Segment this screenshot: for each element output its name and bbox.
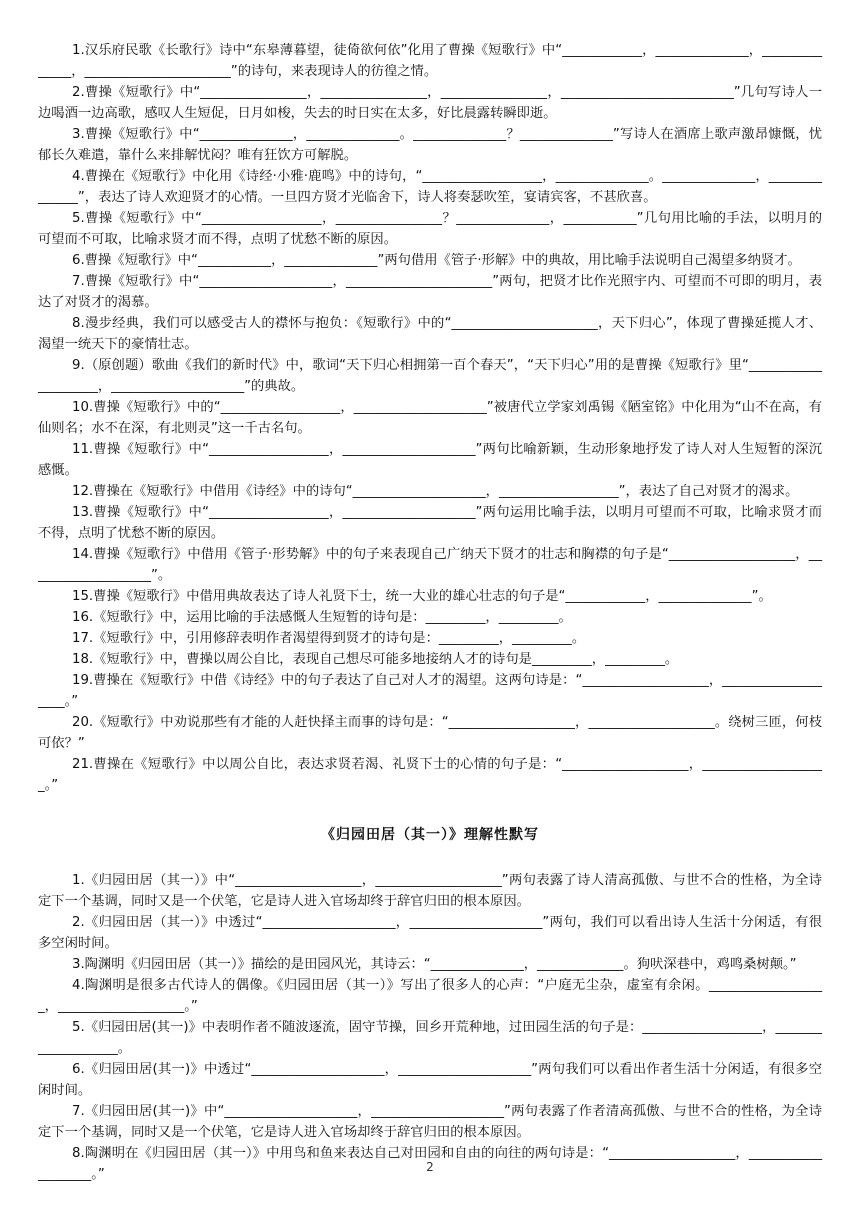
- section-title: 《归园田居（其一）》理解性默写: [321, 827, 539, 843]
- section-gui-yuan-tian-ju: [38, 870, 822, 1185]
- question-item: 3.曹操《短歌行》中“______________，______________。______________？______________”写诗人在酒席上歌声激昂慷慨，忧郁长久难遣，靠什么来排解忧闷？唯有狂饮方可解脱。: [38, 127, 822, 163]
- question-item: 4.曹操在《短歌行》中化用《诗经·小雅·鹿鸣》中的诗句，“__________________，______________。______________，______________”，表达了诗人欢迎贤才的心情。一旦四方贤才光临舍下，诗人将奏瑟吹笙，宴请宾客，不甚欣喜。: [38, 169, 822, 205]
- question-item: 9.（原创题）歌曲《我们的新时代》中，歌词“天下归心相拥第一百个春天”，“天下归心”用的是曹操《短歌行》里“____________________，____________________”的典故。: [38, 358, 822, 394]
- question-item: 8.漫步经典，我们可以感受古人的襟怀与抱负：《短歌行》中的“______________________，天下归心”，体现了曹操延揽人才、渴望一统天下的豪情壮志。: [38, 316, 822, 352]
- question-item: 13.曹操《短歌行》中“__________________，____________________”两句运用比喻手法，以明月可望而不可取，比喻求贤才而不得，点明了忧愁不断的原因。: [38, 505, 822, 541]
- question-item: 18.《短歌行》中，曹操以周公自比，表现自己想尽可能多地接纳人才的诗句是_________，_________。: [72, 652, 679, 667]
- question-item: 5.《归园田居(其一)》中表明作者不随波逐流，固守节操，回乡开荒种地，过田园生活的句子是：__________________，___________________。: [38, 1020, 822, 1056]
- question-item: 15.曹操《短歌行》中借用典故表达了诗人礼贤下士，统一大业的雄心壮志的句子是“____________，______________”。: [72, 589, 772, 604]
- question-item: 7.曹操《短歌行》中“____________________，______________________”两句，把贤才比作光照宇内、可望而不可即的明月，表达了对贤才的渴慕。: [38, 274, 822, 310]
- question-item: 12.曹操在《短歌行》中借用《诗经》中的诗句“____________________，__________________”，表达了自己对贤才的渴求。: [72, 484, 799, 499]
- question-item: 1.《归园田居（其一）》中“___________________，___________________”两句表露了诗人清高孤傲、与世不合的性格，为全诗定下一个基调，同时又是一个伏笔，它是诗人进入官场却终于辞官归田的根本原因。: [38, 873, 822, 909]
- question-item: 10.曹操《短歌行》中的“__________________，____________________”被唐代立学家刘禹锡《陋室铭》中化用为“山不在高，有仙则名；水不在深，有北则灵”这一千古名句。: [38, 400, 822, 436]
- question-item: 7.《归园田居(其一)》中“____________________，____________________”两句表露了作者清高孤傲、与世不合的性格，为全诗定下一个基调，同时又是一个伏笔，它是诗人进入官场却终于辞官归田的根本原因。: [38, 1104, 822, 1140]
- document-page: [38, 40, 822, 1185]
- question-item: 5.曹操《短歌行》中“__________________，________________？______________，___________”几句用比喻的手法，以明月的可望而不可取，比喻求贤才而不得，点明了忧愁不断的原因。: [38, 211, 822, 247]
- question-item: 19.曹操在《短歌行》中借《诗经》中的句子表达了自己对人才的渴望。这两句诗是：“___________________，___________________。”: [38, 673, 822, 709]
- question-item: 8.陶渊明在《归园田居（其一）》中用鸟和鱼来表达自己对田园和自由的向往的两句诗是：“___________________，___________________。”: [38, 1146, 822, 1182]
- section-duan-ge-xing: [38, 40, 822, 796]
- question-item: 21.曹操在《短歌行》中以周公自比，表达求贤若渴、礼贤下士的心情的句子是：“___________________，___________________。”: [38, 757, 822, 793]
- question-item: 11.曹操《短歌行》中“__________________，____________________”两句比喻新颖，生动形象地抒发了诗人对人生短暂的深沉感慨。: [38, 442, 822, 478]
- question-item: 3.陶渊明《归园田居（其一）》描绘的是田园风光，其诗云：“______________，_____________。狗吠深巷中，鸡鸣桑树颠。”: [72, 957, 797, 972]
- question-item: 6.曹操《短歌行》中“___________，______________”两句借用《管子·形解》中的典故，用比喻手法说明自己渴望多纳贤才。: [72, 253, 801, 268]
- question-item: 6.《归园田居(其一)》中透过“____________________，____________________”两句我们可以看出作者生活十分闲适，有很多空闲时间。: [38, 1062, 822, 1098]
- question-item: 14.曹操《短歌行》中借用《管子·形势解》中的句子来表现自己广纳天下贤才的壮志和胸襟的句子是“___________________，___________________”。: [38, 547, 822, 583]
- question-item: 20.《短歌行》中劝说那些有才能的人赶快择主而事的诗句是：“___________________，___________________。绕树三匝，何枝可依？”: [38, 715, 822, 751]
- question-item: 2.曹操《短歌行》中“________________，________________，________________，__________________________”几句写诗人一边喝酒一边高歌，感叹人生短促，日月如梭，失去的时日实在太多，好比晨露转瞬即逝。: [38, 85, 822, 121]
- question-item: 1.汉乐府民歌《长歌行》诗中“东皋薄暮望，徒倚欲何依”化用了曹操《短歌行》中“____________，______________，______________，______________________”的诗句，来表现诗人的彷徨之情。: [38, 43, 822, 79]
- page-number: 2: [426, 1160, 434, 1174]
- question-item: 2.《归园田居（其一）》中透过“____________________，____________________”两句，我们可以看出诗人生活十分闲适，有很多空闲时间。: [38, 915, 822, 951]
- question-item: 16.《短歌行》中，运用比喻的手法感慨人生短暂的诗句是：_________，_________。: [72, 610, 572, 625]
- question-item: 17.《短歌行》中，引用修辞表明作者渴望得到贤才的诗句是：_________，_________。: [72, 631, 586, 646]
- question-item: 4.陶渊明是很多古代诗人的偶像。《归园田居（其一）》写出了很多人的心声：“户庭无尘杂，虚室有余闲。__________________，___________________。”: [38, 978, 822, 1014]
